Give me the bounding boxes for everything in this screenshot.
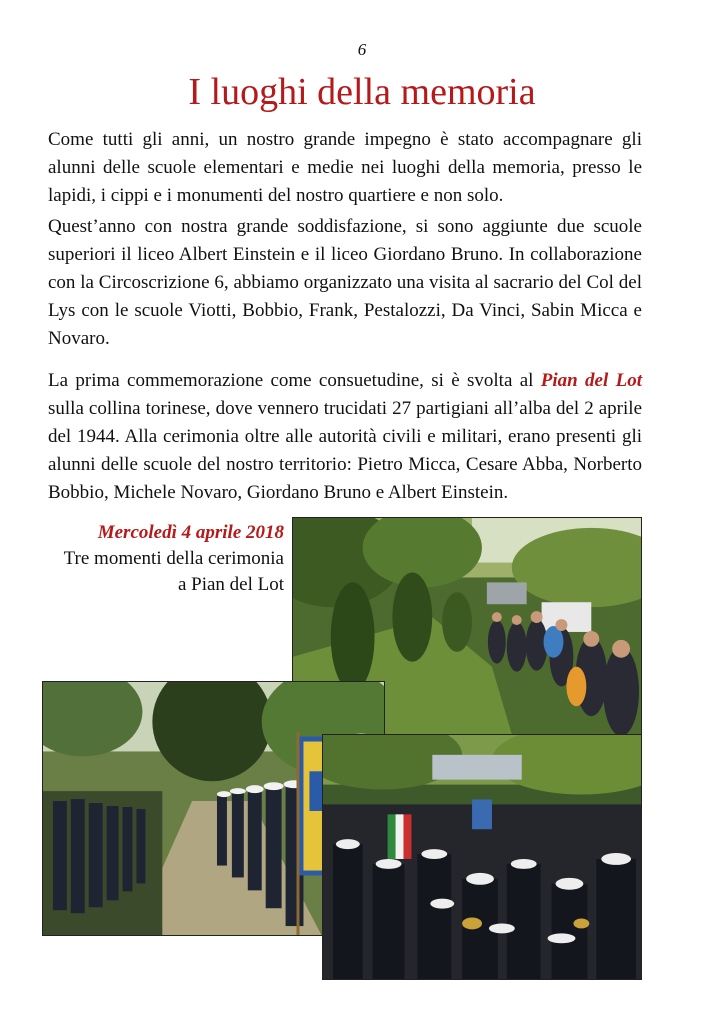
- page-title: I luoghi della memoria: [188, 71, 536, 113]
- paragraph-commemoration-start: La prima commemorazione come consuetudine, si è svolta al: [48, 370, 541, 391]
- photo-band-ceremony-image: [323, 735, 641, 979]
- paragraph-intro: Come tutti gli anni, un nostro grande impegno è stato accompagnare gli alunni delle scuole elementari e medie nei luoghi della memoria, presso le lapidi, i cippi e i monumenti del nostro quartiere e non solo.: [48, 129, 642, 206]
- caption-line-2: a Pian del Lot: [177, 574, 284, 595]
- caption-line-1: Tre momenti della cerimonia: [63, 548, 284, 569]
- paragraph-schools: Quest’anno con nostra grande soddisfazione, si sono aggiunte due scuole superiori il liceo Albert Einstein e il liceo Giordano Bruno. In collaborazione con la Circoscrizione 6, abbiamo organizzato una visita al sacrario del Col del Lys con le scuole Viotti, Bobbio, Frank, Pestalozzi, Da Vinci, Sabin Micca e Novaro.: [48, 216, 642, 349]
- page-number: 6: [357, 40, 367, 59]
- caption-date: Mercoledì 4 aprile 2018: [97, 522, 284, 543]
- photo-caption: [40, 520, 284, 598]
- photo-band-ceremony: [322, 734, 642, 980]
- place-highlight: Pian del Lot: [540, 370, 642, 391]
- paragraph-commemoration: [48, 367, 642, 507]
- paragraph-commemoration-end: sulla collina torinese, dove vennero trucidati 27 partigiani all’alba del 2 aprile del 1944. Alla cerimonia oltre alle autorità civili e militari, erano presenti gli alunni delle scuole del nostro territorio: Pietro Micca, Cesare Abba, Norberto Bobbio, Michele Novaro, Giordano Bruno e Albert Einstein.: [48, 398, 642, 503]
